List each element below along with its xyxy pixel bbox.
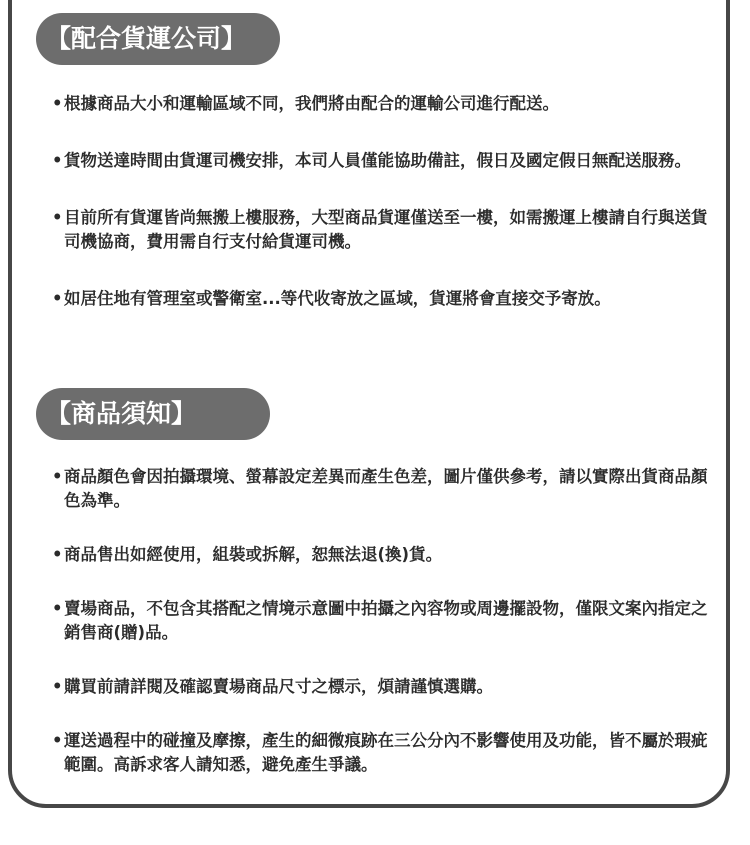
- list-item: • 貨物送達時間由貨運司機安排，本司人員僅能協助備註，假日及國定假日無配送服務。: [52, 149, 712, 173]
- list-item: • 商品售出如經使用，組裝或拆解，恕無法退(換)貨。: [52, 543, 712, 567]
- section-title-product-notice: 【商品須知】: [36, 388, 270, 440]
- list-item: • 賣場商品，不包含其搭配之情境示意圖中拍攝之內容物或周邊擺設物，僅限文案內指定之銷售商(贈)品。: [52, 597, 712, 645]
- product-notice-list: [52, 465, 712, 807]
- shipping-notice-list: [52, 92, 712, 344]
- list-item: • 如居住地有管理室或警衛室...等代收寄放之區域，貨運將會直接交予寄放。: [52, 287, 712, 311]
- list-item: • 目前所有貨運皆尚無搬上樓服務，大型商品貨運僅送至一樓，如需搬運上樓請自行與送貨司機協商，費用需自行支付給貨運司機。: [52, 206, 712, 254]
- list-item: • 購買前請詳閱及確認賣場商品尺寸之標示，煩請謹慎選購。: [52, 675, 712, 699]
- list-item: • 運送過程中的碰撞及摩擦，產生的細微痕跡在三公分內不影響使用及功能，皆不屬於瑕疵範圍。高訴求客人請知悉，避免產生爭議。: [52, 729, 712, 777]
- list-item: • 根據商品大小和運輸區域不同，我們將由配合的運輸公司進行配送。: [52, 92, 712, 116]
- section-title-shipping: 【配合貨運公司】: [36, 13, 280, 65]
- list-item: • 商品顏色會因拍攝環境、螢幕設定差異而產生色差，圖片僅供參考，請以實際出貨商品顏色為準。: [52, 465, 712, 513]
